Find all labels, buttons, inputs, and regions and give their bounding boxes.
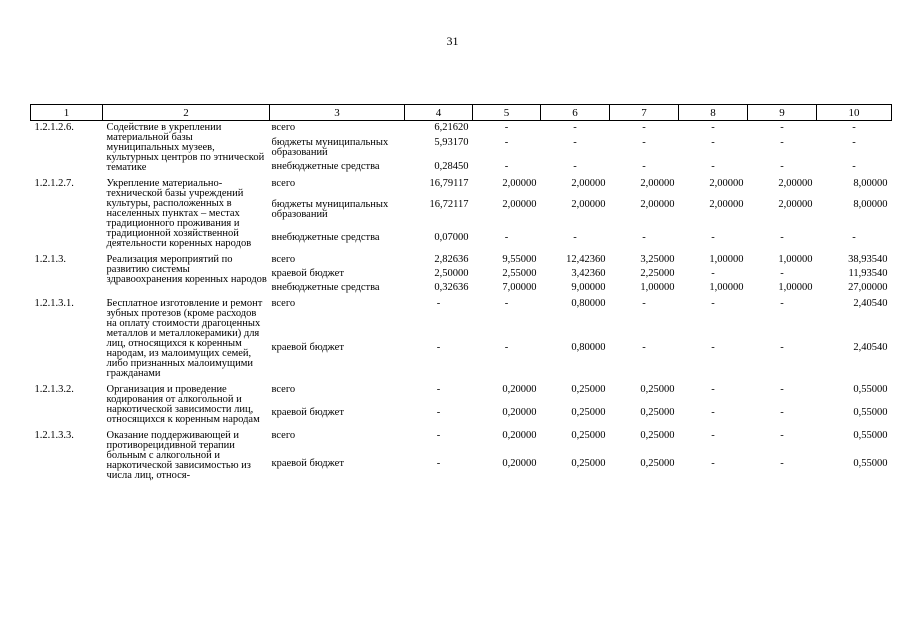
value-cell: - <box>780 298 784 309</box>
value-cell: - <box>852 122 856 133</box>
value-cell: - <box>852 232 856 244</box>
item-code: 1.2.1.3.3. <box>34 430 74 441</box>
header-cell: 7 <box>610 105 679 121</box>
value-cell: 9,55000 <box>502 254 537 265</box>
value-cell: 2,50000 <box>434 268 469 279</box>
value-cell: 0,25000 <box>571 384 606 395</box>
value-cell: 0,55000 <box>853 406 888 418</box>
value-cell: - <box>504 232 509 244</box>
value-cell: - <box>711 136 715 148</box>
header-cell: 2 <box>103 105 270 121</box>
value-cell: - <box>711 268 715 279</box>
value-cell: - <box>780 161 784 173</box>
value-cell: - <box>573 136 577 148</box>
value-cell: 0,20000 <box>502 406 537 418</box>
value-cell: 2,00000 <box>502 178 537 189</box>
value-cell: 1,00000 <box>640 282 675 293</box>
value-cell: 38,93540 <box>848 254 888 265</box>
item-description: Организация и проведение кодирования от алкогольной и наркотической зависимости лиц, относящихся к коренным народам <box>106 384 260 425</box>
funding-source-label: всего <box>271 298 296 309</box>
value-cell: - <box>852 136 856 148</box>
value-cell: - <box>436 406 441 418</box>
value-cell: - <box>711 232 715 244</box>
value-cell: 27,00000 <box>848 282 888 293</box>
funding-source-label: бюджеты муниципальных образований <box>271 198 389 220</box>
value-cell: - <box>780 384 784 395</box>
funding-source-label: всего <box>271 122 296 133</box>
value-cell: - <box>780 406 784 418</box>
value-cell: 2,00000 <box>640 198 675 210</box>
funding-source-label: всего <box>271 178 296 189</box>
table-row <box>31 177 892 200</box>
page-number: 31 <box>446 34 459 48</box>
header-cell: 6 <box>541 105 610 121</box>
value-cell: 8,00000 <box>853 178 888 189</box>
value-cell: 2,40540 <box>853 341 888 353</box>
value-cell: - <box>573 122 577 133</box>
value-cell: 0,32636 <box>434 282 469 293</box>
value-cell: - <box>780 136 784 148</box>
value-cell: - <box>711 161 715 173</box>
value-cell: - <box>852 161 856 173</box>
value-cell: - <box>642 341 646 353</box>
header-cell: 1 <box>31 105 103 121</box>
value-cell: 0,80000 <box>571 298 606 309</box>
value-cell: 2,25000 <box>640 268 675 279</box>
value-cell: - <box>504 161 509 173</box>
value-cell: 1,00000 <box>709 254 744 265</box>
value-cell: 0,25000 <box>640 457 675 469</box>
header-cell: 8 <box>679 105 748 121</box>
value-cell: - <box>780 122 784 133</box>
header-cell: 10 <box>817 105 892 121</box>
value-cell: - <box>780 232 784 244</box>
table-row <box>31 297 892 343</box>
value-cell: - <box>504 341 509 353</box>
value-cell: 0,55000 <box>853 457 888 469</box>
value-cell: - <box>711 406 715 418</box>
value-cell: - <box>642 136 646 148</box>
item-description: Укрепление материально-технической базы учреждений культуры, расположенных в населенных пунктах – местах традиционного проживания и традиционной хозяйственной деятельности коренных народов <box>106 178 252 249</box>
header-cell: 4 <box>405 105 473 121</box>
value-cell: 2,82636 <box>434 254 469 265</box>
table-row <box>31 429 892 459</box>
value-cell: - <box>711 122 715 133</box>
value-cell: 0,20000 <box>502 384 537 395</box>
value-cell: 7,00000 <box>502 282 537 293</box>
value-cell: 2,00000 <box>709 198 744 210</box>
value-cell: 2,00000 <box>571 198 606 210</box>
item-description: Оказание поддерживающей и противорецидивной терапии больным с алкогольной и наркотической зависимостью из числа лиц, относя- <box>106 430 251 481</box>
value-cell: - <box>711 457 715 469</box>
value-cell: - <box>573 232 577 244</box>
value-cell: - <box>504 122 509 133</box>
value-cell: 2,00000 <box>778 198 813 210</box>
value-cell: - <box>780 430 784 441</box>
value-cell: - <box>780 457 784 469</box>
item-code: 1.2.1.3.2. <box>34 384 74 395</box>
value-cell: 0,25000 <box>571 430 606 441</box>
value-cell: 9,00000 <box>571 282 606 293</box>
value-cell: 0,25000 <box>571 406 606 418</box>
value-cell: - <box>642 122 646 133</box>
value-cell: 0,55000 <box>853 384 888 395</box>
value-cell: 2,00000 <box>502 198 537 210</box>
item-code: 1.2.1.2.6. <box>34 122 74 133</box>
value-cell: 1,00000 <box>778 254 813 265</box>
value-cell: 0,25000 <box>640 384 675 395</box>
header-cell: 3 <box>270 105 405 121</box>
value-cell: 16,72117 <box>429 198 469 210</box>
value-cell: 0,80000 <box>571 341 606 353</box>
value-cell: 0,55000 <box>853 430 888 441</box>
item-code: 1.2.1.2.7. <box>34 178 74 189</box>
value-cell: - <box>642 232 646 244</box>
value-cell: - <box>436 298 441 309</box>
funding-source-label: всего <box>271 430 296 441</box>
value-cell: 2,00000 <box>709 178 744 189</box>
value-cell: 16,79117 <box>429 178 469 189</box>
value-cell: 0,20000 <box>502 457 537 469</box>
value-cell: 0,07000 <box>434 232 469 244</box>
value-cell: 1,00000 <box>709 282 744 293</box>
funding-source-label: внебюджетные средства <box>271 161 380 173</box>
value-cell: 6,21620 <box>434 122 469 133</box>
header-cell: 9 <box>748 105 817 121</box>
value-cell: - <box>711 341 715 353</box>
value-cell: 0,25000 <box>571 457 606 469</box>
value-cell: - <box>780 341 784 353</box>
value-cell: 2,40540 <box>853 298 888 309</box>
value-cell: 8,00000 <box>853 198 888 210</box>
item-description: Бесплатное изготовление и ремонт зубных протезов (кроме расходов на оплату стоимости драгоценных металлов и металлокерамики) для лиц, относящихся к коренным народам, из малоимущих семей, либо признанных малоимущими гражданами <box>106 298 263 379</box>
value-cell: 2,00000 <box>778 178 813 189</box>
table-row <box>31 121 892 138</box>
table-row <box>31 253 892 269</box>
value-cell: - <box>642 161 646 173</box>
value-cell: - <box>504 298 509 309</box>
funding-source-label: краевой бюджет <box>271 457 344 469</box>
value-cell: 0,20000 <box>502 430 537 441</box>
funding-source-label: всего <box>271 384 296 395</box>
funding-source-label: краевой бюджет <box>271 341 344 353</box>
value-cell: - <box>711 298 715 309</box>
value-cell: - <box>711 430 715 441</box>
value-cell: - <box>436 384 441 395</box>
table-row <box>31 383 892 408</box>
value-cell: - <box>436 430 441 441</box>
value-cell: - <box>573 161 577 173</box>
value-cell: 2,00000 <box>571 178 606 189</box>
item-code: 1.2.1.3.1. <box>34 298 74 309</box>
value-cell: 0,25000 <box>640 406 675 418</box>
value-cell: 12,42360 <box>566 254 606 265</box>
value-cell: 2,55000 <box>502 268 537 279</box>
value-cell: 1,00000 <box>778 282 813 293</box>
value-cell: 2,00000 <box>640 178 675 189</box>
value-cell: - <box>642 298 646 309</box>
funding-source-label: внебюджетные средства <box>271 282 380 293</box>
value-cell: 3,42360 <box>571 268 606 279</box>
funding-source-label: всего <box>271 254 296 265</box>
item-code: 1.2.1.3. <box>34 254 66 265</box>
value-cell: - <box>504 136 509 148</box>
value-cell: 0,28450 <box>434 161 469 173</box>
value-cell: - <box>780 268 784 279</box>
header-cell: 5 <box>473 105 541 121</box>
value-cell: - <box>436 457 441 469</box>
value-cell: 11,93540 <box>848 268 888 279</box>
header-row <box>31 105 892 121</box>
funding-source-label: бюджеты муниципальных образований <box>271 136 389 158</box>
funding-source-label: краевой бюджет <box>271 406 344 418</box>
item-description: Реализация мероприятий по развитию системы здравоохранения коренных народов <box>106 254 267 285</box>
value-cell: 5,93170 <box>434 136 469 148</box>
value-cell: 3,25000 <box>640 254 675 265</box>
budget-table <box>30 104 892 485</box>
value-cell: - <box>711 384 715 395</box>
value-cell: - <box>436 341 441 353</box>
item-description: Содействие в укреплении материальной базы муниципальных музеев, культурных центров по этнической тематике <box>106 122 265 173</box>
value-cell: 0,25000 <box>640 430 675 441</box>
funding-source-label: внебюджетные средства <box>271 232 380 244</box>
funding-source-label: краевой бюджет <box>271 268 344 279</box>
